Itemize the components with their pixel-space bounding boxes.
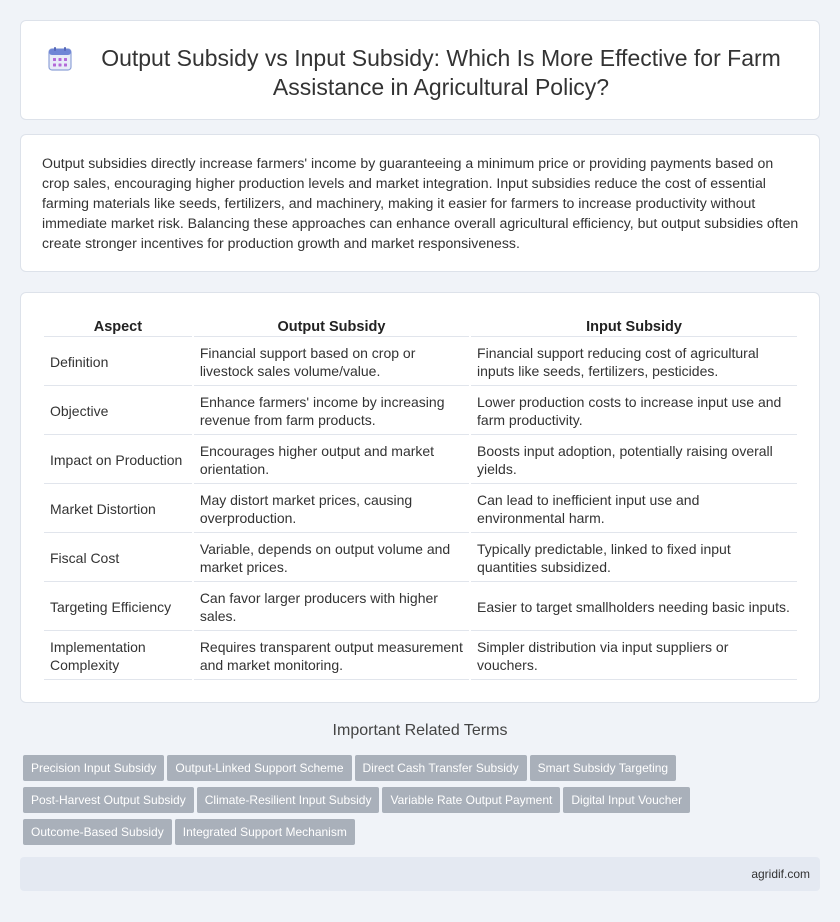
summary-paragraph: Output subsidies directly increase farmers' income by guaranteeing a minimum price or providing payments based on crop sales, encouraging higher production levels and market integration. Input subsidies reduce the cost of essential farming materials like seeds, fertilizers, and machinery, making it easier for farmers to increase productivity without immediate market risk. Balancing these approaches can enhance overall agricultural efficiency, but output subsidies often create stronger incentives for production growth and market responsiveness.: [42, 155, 799, 251]
aspect-cell: Implementation Complexity: [44, 631, 192, 680]
related-terms-list: [23, 755, 723, 851]
column-header-output-subsidy: Output Subsidy: [194, 317, 469, 337]
input-subsidy-cell: Typically predictable, linked to fixed input quantities subsidized.: [471, 533, 797, 582]
output-subsidy-cell: Enhance farmers' income by increasing revenue from farm products.: [194, 386, 469, 435]
input-subsidy-cell: Simpler distribution via input suppliers or vouchers.: [471, 631, 797, 680]
related-term-tag[interactable]: Direct Cash Transfer Subsidy: [355, 755, 527, 781]
table-row: [44, 484, 797, 533]
comparison-table: [42, 317, 799, 680]
footer: [20, 857, 820, 891]
input-subsidy-cell: Boosts input adoption, potentially raising overall yields.: [471, 435, 797, 484]
aspect-cell: Market Distortion: [44, 484, 192, 533]
related-terms-title: Important Related Terms: [332, 722, 508, 739]
output-subsidy-cell: May distort market prices, causing overproduction.: [194, 484, 469, 533]
related-term-tag[interactable]: Precision Input Subsidy: [23, 755, 164, 781]
output-subsidy-cell: Requires transparent output measurement and market monitoring.: [194, 631, 469, 680]
column-header-aspect: Aspect: [44, 317, 192, 337]
table-row: [44, 631, 797, 680]
table-header-row: [44, 317, 797, 337]
related-term-tag[interactable]: Post-Harvest Output Subsidy: [23, 787, 194, 813]
header-card: [20, 20, 820, 120]
table-row: [44, 386, 797, 435]
aspect-cell: Targeting Efficiency: [44, 582, 192, 631]
aspect-cell: Objective: [44, 386, 192, 435]
table-row: [44, 435, 797, 484]
output-subsidy-cell: Variable, depends on output volume and market prices.: [194, 533, 469, 582]
comparison-table-card: [20, 292, 820, 703]
related-term-tag[interactable]: Integrated Support Mechanism: [175, 819, 355, 845]
aspect-cell: Fiscal Cost: [44, 533, 192, 582]
table-row: [44, 582, 797, 631]
input-subsidy-cell: Lower production costs to increase input use and farm productivity.: [471, 386, 797, 435]
table-row: [44, 337, 797, 386]
table-row: [44, 533, 797, 582]
related-term-tag[interactable]: Output-Linked Support Scheme: [167, 755, 351, 781]
related-term-tag[interactable]: Variable Rate Output Payment: [382, 787, 560, 813]
related-term-tag[interactable]: Climate-Resilient Input Subsidy: [197, 787, 380, 813]
related-term-tag[interactable]: Digital Input Voucher: [563, 787, 690, 813]
output-subsidy-cell: Can favor larger producers with higher sales.: [194, 582, 469, 631]
site-name[interactable]: agridif.com: [751, 867, 810, 881]
aspect-cell: Definition: [44, 337, 192, 386]
page-title: Output Subsidy vs Input Subsidy: Which Is More Effective for Farm Assistance in Agricultural Policy?: [101, 45, 781, 100]
related-term-tag[interactable]: Smart Subsidy Targeting: [530, 755, 677, 781]
input-subsidy-cell: Can lead to inefficient input use and environmental harm.: [471, 484, 797, 533]
input-subsidy-cell: Financial support reducing cost of agricultural inputs like seeds, fertilizers, pesticides.: [471, 337, 797, 386]
related-term-tag[interactable]: Outcome-Based Subsidy: [23, 819, 172, 845]
input-subsidy-cell: Easier to target smallholders needing basic inputs.: [471, 582, 797, 631]
output-subsidy-cell: Financial support based on crop or livestock sales volume/value.: [194, 337, 469, 386]
summary-card: [20, 134, 820, 272]
output-subsidy-cell: Encourages higher output and market orientation.: [194, 435, 469, 484]
column-header-input-subsidy: Input Subsidy: [471, 317, 797, 337]
aspect-cell: Impact on Production: [44, 435, 192, 484]
